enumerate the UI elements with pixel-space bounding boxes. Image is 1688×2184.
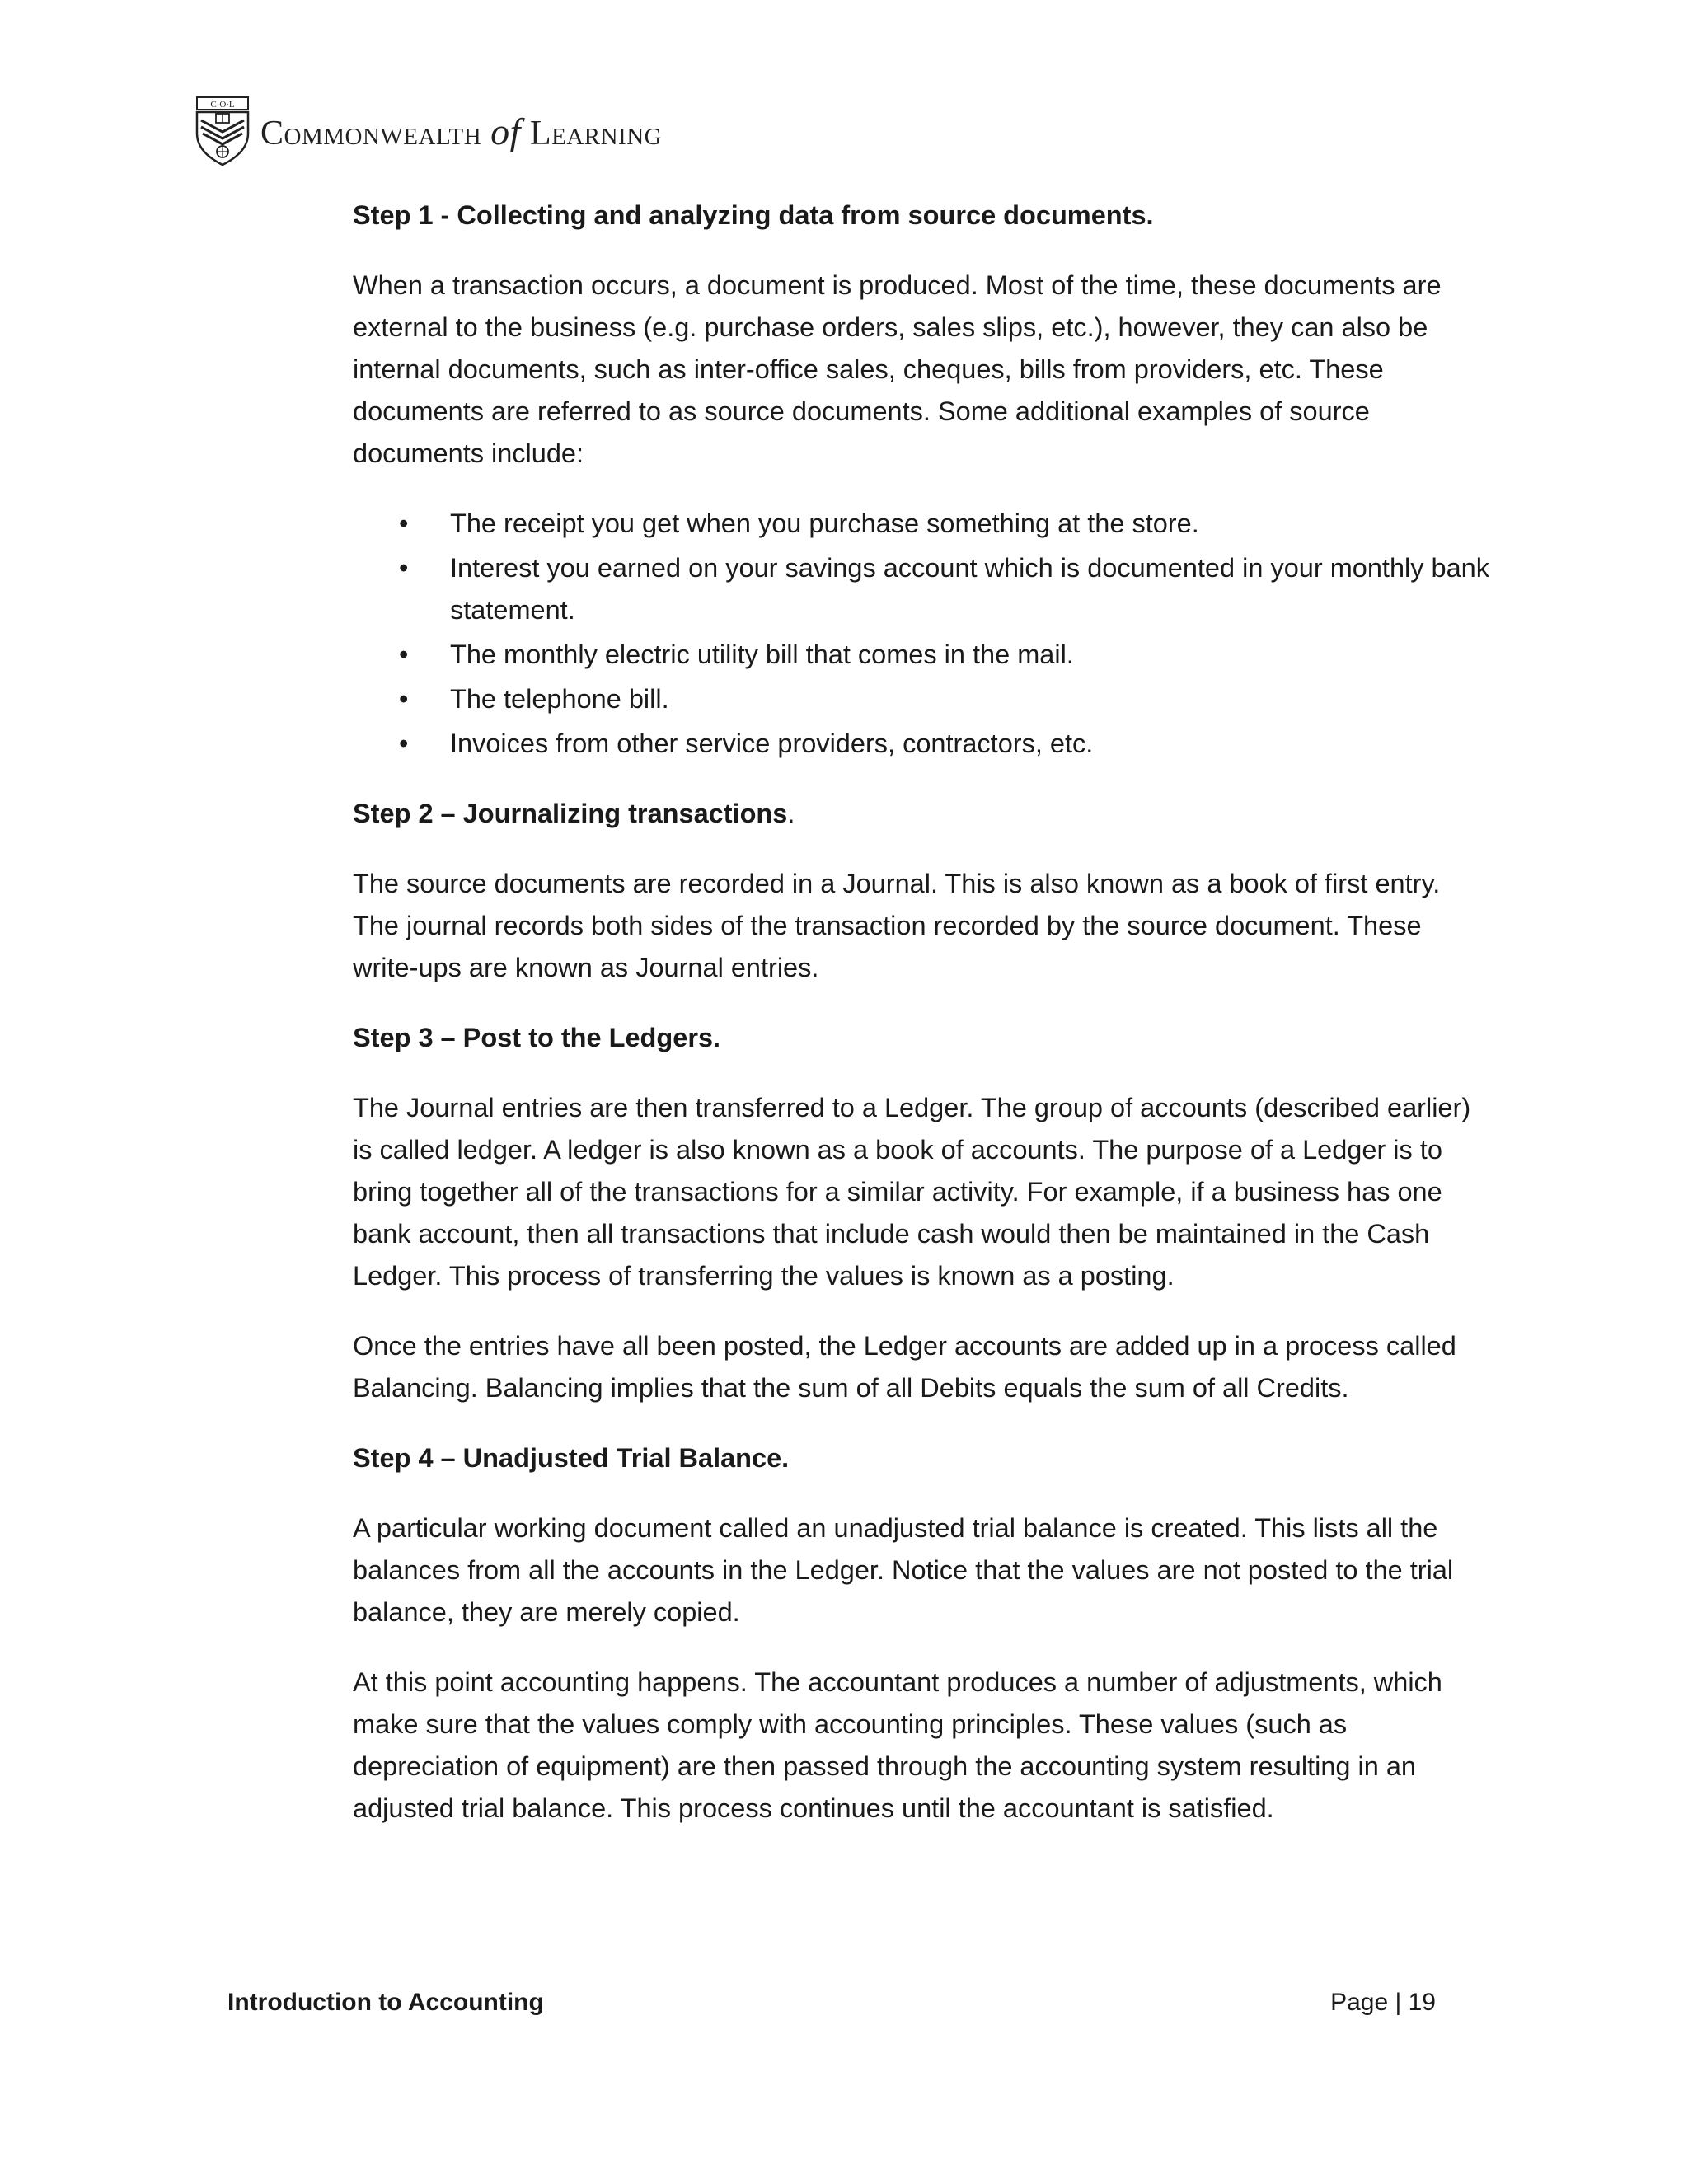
org-name-part1: Commonwealth xyxy=(260,114,482,152)
list-item-text: The monthly electric utility bill that comes in the mail. xyxy=(450,640,1074,669)
org-name-part2: Learning xyxy=(529,114,663,152)
list-item-text: The receipt you get when you purchase something at the store. xyxy=(450,509,1199,538)
step3-heading: Step 3 – Post to the Ledgers. xyxy=(353,1023,721,1052)
source-document-examples-list xyxy=(353,503,1490,765)
header-logo xyxy=(195,96,662,166)
list-item xyxy=(353,547,1490,631)
footer-title: Introduction to Accounting xyxy=(227,1989,544,2016)
step4-paragraph-2: At this point accounting happens. The accountant produces a number of adjustments, which make sure that the values comply with accounting principles. These values (such as depreciation of equipment) are then passed through the accounting system resulting in an adjusted trial balance. This process continues until the accountant is satisfied. xyxy=(353,1667,1442,1823)
bullet-icon: • xyxy=(399,553,409,583)
org-name xyxy=(260,110,662,153)
org-name-of: of xyxy=(490,110,521,152)
logo-badge-text: C·O·L xyxy=(210,100,235,110)
page-number: Page | 19 xyxy=(1330,1989,1436,2016)
list-item xyxy=(353,678,1490,720)
page-footer xyxy=(227,1986,1436,2019)
col-crest-icon xyxy=(195,96,251,166)
list-item xyxy=(353,723,1490,765)
page-content xyxy=(353,194,1490,1858)
step1-paragraph: When a transaction occurs, a document is produced. Most of the time, these documents are external to the business (e.g. purchase orders, sales slips, etc.), however, they can also be internal documents, such as inter-office sales, cheques, bills from providers, etc. These documents are referred to as source documents. Some additional examples of source documents include: xyxy=(353,270,1442,468)
list-item xyxy=(353,503,1490,545)
list-item-text: The telephone bill. xyxy=(450,684,669,714)
bullet-icon: • xyxy=(399,509,409,538)
list-item xyxy=(353,634,1490,676)
step4-paragraph-1: A particular working document called an unadjusted trial balance is created. This lists all the balances from all the accounts in the Ledger. Notice that the values are not posted to the trial balance, they are merely copied. xyxy=(353,1513,1454,1627)
step3-paragraph-1: The Journal entries are then transferred to a Ledger. The group of accounts (described earlier) is called ledger. A ledger is also known as a book of accounts. The purpose of a Ledger is to bring together all of the transactions for a similar activity. For example, if a business has one bank account, then all transactions that include cash would then be maintained in the Cash Ledger. This process of transferring the values is known as a posting. xyxy=(353,1093,1471,1291)
step3-paragraph-2: Once the entries have all been posted, the Ledger accounts are added up in a process called Balancing. Balancing implies that the sum of all Debits equals the sum of all Credits. xyxy=(353,1331,1456,1403)
step2-heading: Step 2 – Journalizing transactions xyxy=(353,799,788,828)
step2-heading-trail: . xyxy=(787,799,795,828)
step2-heading-line xyxy=(353,793,1490,835)
bullet-icon: • xyxy=(399,684,409,714)
list-item-text: Invoices from other service providers, contractors, etc. xyxy=(450,729,1094,758)
step4-heading: Step 4 – Unadjusted Trial Balance. xyxy=(353,1443,790,1473)
bullet-icon: • xyxy=(399,729,409,758)
list-item-text: Interest you earned on your savings account which is documented in your monthly bank statement. xyxy=(450,553,1489,625)
step2-paragraph: The source documents are recorded in a Journal. This is also known as a book of first entry. The journal records both sides of the transaction recorded by the source document. These write-ups are known as Journal entries. xyxy=(353,869,1441,982)
bullet-icon: • xyxy=(399,640,409,669)
step1-heading: Step 1 - Collecting and analyzing data from source documents. xyxy=(353,200,1154,230)
